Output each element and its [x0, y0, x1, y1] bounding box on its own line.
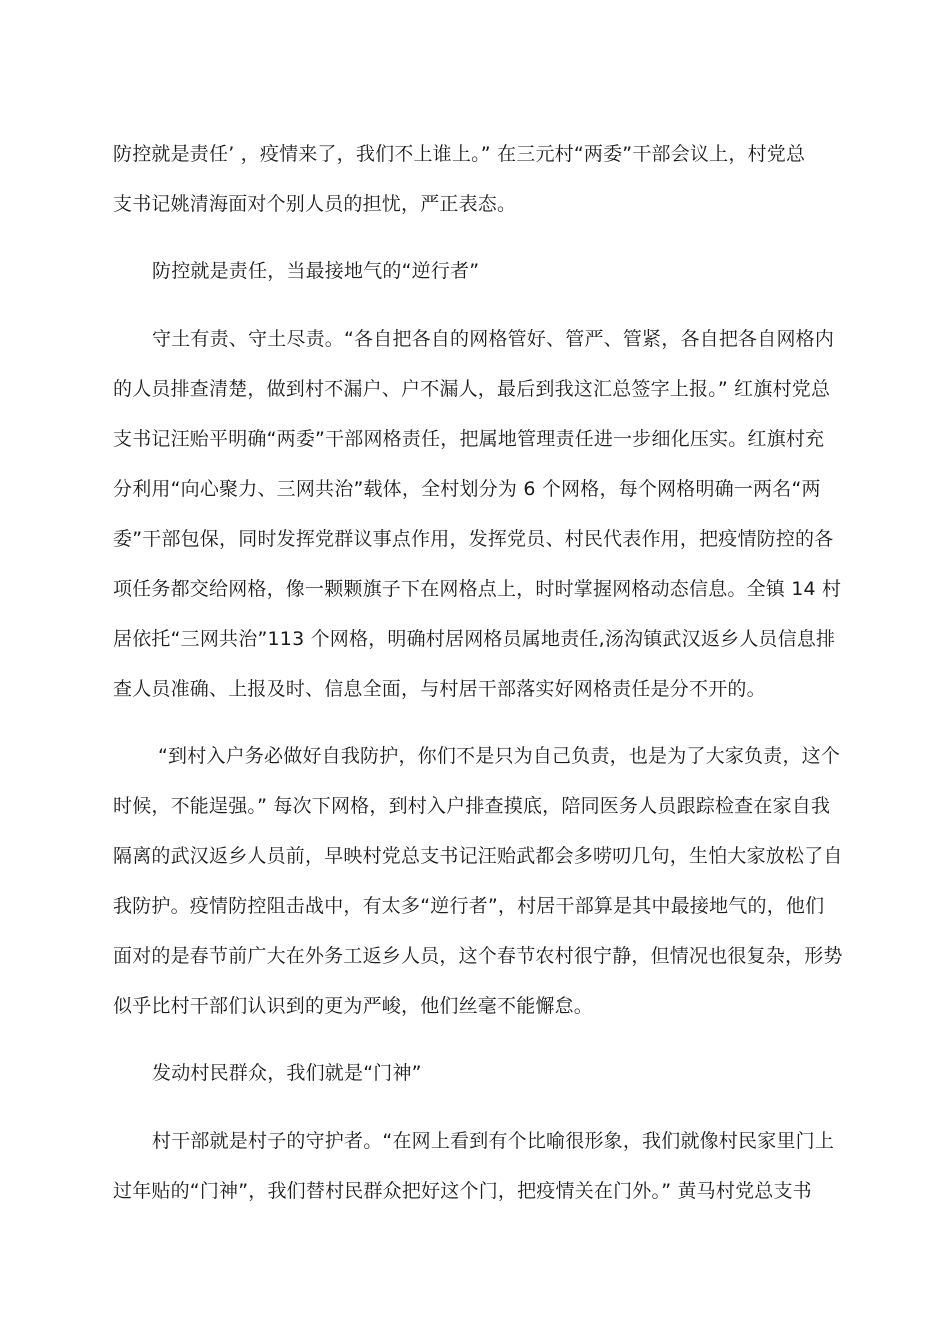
paragraph-line: 支书记汪贻平明确“两委”干部网格责任，把属地管理责任进一步细化压实。红旗村充: [113, 428, 825, 450]
paragraph-line: 村干部就是村子的守护者。“在网上看到有个比喻很形象，我们就像村民家里门上: [152, 1130, 835, 1152]
paragraph-line: 我防护。疫情防控阻击战中，有太多“逆行者”，村居干部算是其中最接地气的，他们: [113, 895, 825, 917]
paragraph-line: 支书记姚清海面对个别人员的担忧，严正表态。: [113, 193, 517, 215]
paragraph-line: 面对的是春节前广大在外务工返乡人员，这个春节农村很宁静，但情况也很复杂，形势: [113, 945, 843, 967]
paragraph-line: 查人员准确、上报及时、信息全面，与村居干部落实好网格责任是分不开的。: [113, 678, 766, 700]
paragraph-line: 过年贴的“门神”，我们替村民群众把好这个门，把疫情关在门外。” 黄马村党总支书: [113, 1180, 812, 1202]
paragraph-line: 守土有责、守土尽责。“各自把各自的网格管好、管严、管紧，各自把各自网格内: [152, 328, 835, 350]
section-heading: 发动村民群众，我们就是“门神”: [152, 1062, 422, 1084]
paragraph-line: “到村入户务必做好自我防护，你们不是只为自己负责，也是为了大家负责，这个: [158, 745, 841, 767]
paragraph-line: 隔离的武汉返乡人员前，早映村党总支书记汪贻武都会多唠叨几句，生怕大家放松了自: [113, 845, 843, 867]
paragraph-line: 居依托“三网共治”113 个网格，明确村居网格员属地责任,汤沟镇武汉返乡人员信息排: [113, 628, 836, 650]
paragraph-line: 时候，不能逞强。” 每次下网格，到村入户排查摸底，陪同医务人员跟踪检查在家自我: [113, 795, 831, 817]
paragraph-line: 的人员排查清楚，做到村不漏户、户不漏人，最后到我这汇总签字上报。” 红旗村党总: [113, 378, 831, 400]
paragraph-line: 分利用“向心聚力、三网共治”载体，全村划分为 6 个网格，每个网格明确一两名“两: [113, 478, 821, 500]
paragraph-line: 防控就是责任’ ，疫情来了，我们不上谁上。” 在三元村“两委”干部会议上，村党总: [113, 143, 806, 165]
paragraph-line: 似乎比村干部们认识到的更为严峻，他们丝毫不能懈怠。: [113, 995, 594, 1017]
paragraph-line: 项任务都交给网格，像一颗颗旗子下在网格点上，时时掌握网格动态信息。全镇 14 村: [113, 578, 842, 600]
section-heading: 防控就是责任，当最接地气的“逆行者”: [152, 260, 480, 282]
paragraph-line: 委”干部包保，同时发挥党群议事点作用，发挥党员、村民代表作用，把疫情防控的各: [113, 528, 834, 550]
